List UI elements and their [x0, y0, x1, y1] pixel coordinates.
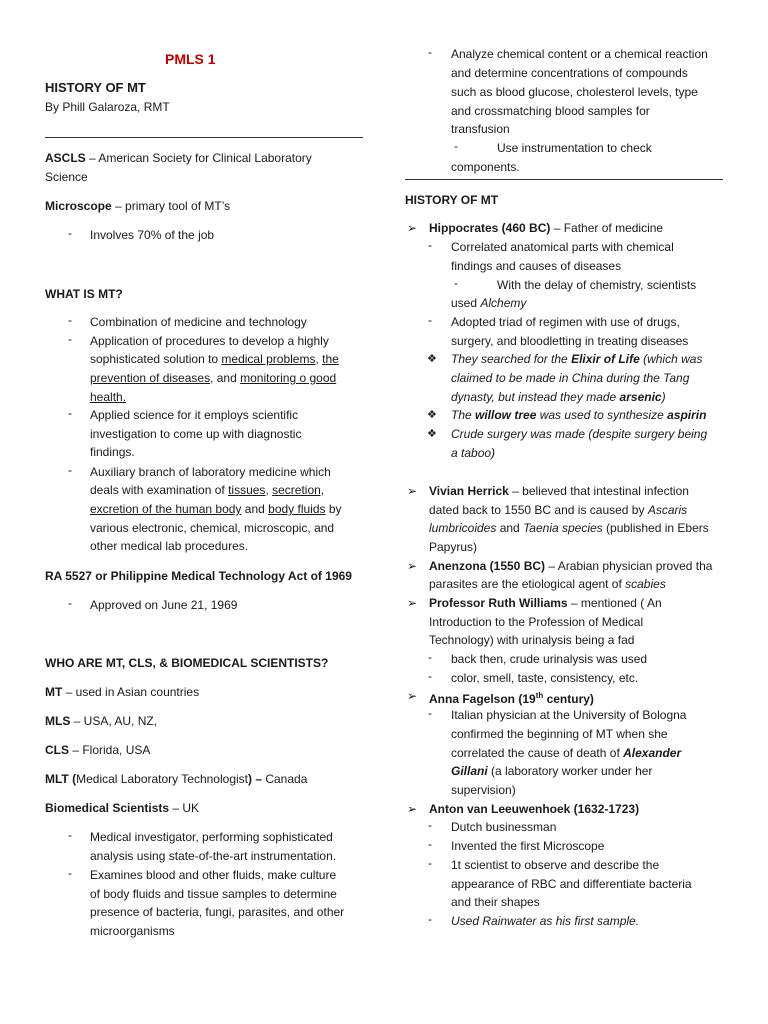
hippocrates-item-2-cont: surgery, and bloodletting in treating diseases [451, 334, 689, 348]
ra-heading: RA 5527 or Philippine Medical Technology Act of 1969 [45, 569, 352, 583]
instrumentation-item: Use instrumentation to check [497, 141, 652, 155]
vivian-entry-cont: lumbricoides and Taenia species (published in Ebers [429, 521, 709, 535]
history-of-mt-heading: HISTORY OF MT [405, 193, 499, 207]
hippocrates-item-1: Correlated anatomical parts with chemical [451, 240, 674, 254]
anna-fagelson-entry: Anna Fagelson (19th century) [429, 691, 594, 706]
bio-item-1: Medical investigator, performing sophisticated [90, 830, 333, 844]
crude-surgery-item: Crude surgery was made (despite surgery being [451, 427, 708, 441]
ruth-williams-entry-cont: Technology) with urinalysis being a fad [429, 633, 635, 647]
dash-bullet: - [68, 828, 72, 842]
arrow-bullet-icon: ➢ [407, 484, 418, 498]
who-heading: WHO ARE MT, CLS, & BIOMEDICAL SCIENTISTS? [45, 656, 329, 670]
byline: By Phill Galaroza, RMT [45, 100, 170, 114]
dash-bullet: - [68, 226, 72, 240]
cls-definition: CLS – Florida, USA [45, 743, 151, 757]
elixir-item-cont: claimed to be made in China during the Tang [451, 371, 690, 385]
anton-item-2: Invented the first Microscope [451, 839, 605, 853]
dash-bullet: - [428, 837, 432, 851]
microscope-bullet: Involves 70% of the job [90, 228, 215, 242]
anton-item-1: Dutch businessman [451, 820, 557, 834]
mls-definition: MLS – USA, AU, NZ, [45, 714, 158, 728]
instrumentation-item-cont: components. [451, 160, 520, 174]
hippocrates-item-1-cont: findings and causes of diseases [451, 259, 622, 273]
vivian-entry-cont: dated back to 1550 BC and is caused by Ascaris [429, 503, 688, 517]
section-heading-history: HISTORY OF MT [45, 80, 146, 95]
diamond-bullet-icon: ❖ [427, 409, 437, 421]
dash-bullet: - [428, 45, 432, 59]
what-item-2: Application of procedures to develop a highly [90, 334, 329, 348]
anna-item-1: Italian physician at the University of Bologna [451, 708, 687, 722]
alchemy-subitem: With the delay of chemistry, scientists [497, 278, 697, 292]
dash-bullet: - [428, 238, 432, 252]
dash-bullet: - [428, 313, 432, 327]
ascls-definition-cont: Science [45, 170, 88, 184]
dash-bullet: - [428, 912, 432, 926]
bio-item-2-cont: microorganisms [90, 924, 175, 938]
bio-item-2: Examines blood and other fluids, make culture [90, 868, 337, 882]
dash-bullet: - [68, 406, 72, 420]
anton-item-4: Used Rainwater as his first sample. [451, 914, 640, 928]
dash-bullet: - [68, 463, 72, 477]
dash-bullet: - [68, 332, 72, 346]
dash-bullet: - [454, 276, 458, 290]
what-item-4-cont: other medical lab procedures. [90, 539, 249, 553]
dash-bullet: - [428, 669, 432, 683]
ruth-item-2: color, smell, taste, consistency, etc. [451, 671, 639, 685]
mt-definition: MT – used in Asian countries [45, 685, 200, 699]
hippocrates-entry: Hippocrates (460 BC) – Father of medicine [429, 221, 664, 235]
what-item-4-cont: excretion of the human body and body fluids by [90, 502, 342, 516]
analyze-item-cont: transfusion [451, 122, 510, 136]
what-item-3-cont: findings. [90, 445, 135, 459]
anton-item-3: 1t scientist to observe and describe the [451, 858, 660, 872]
biomedical-definition: Biomedical Scientists – UK [45, 801, 200, 815]
what-item-3: Applied science for it employs scientific [90, 408, 299, 422]
hippocrates-item-2: Adopted triad of regimen with use of drugs, [451, 315, 680, 329]
vivian-entry: Vivian Herrick – believed that intestinal infection [429, 484, 689, 498]
elixir-item: They searched for the Elixir of Life (which was [451, 352, 703, 366]
mlt-definition: MLT (Medical Laboratory Technologist) – Canada [45, 772, 308, 786]
bio-item-1-cont: analysis using state-of-the-art instrumentation. [90, 849, 337, 863]
dash-bullet: - [68, 596, 72, 610]
arrow-bullet-icon: ➢ [407, 559, 418, 573]
dash-bullet: - [428, 818, 432, 832]
arrow-bullet-icon: ➢ [407, 802, 418, 816]
diamond-bullet-icon: ❖ [427, 353, 437, 365]
willow-item: The willow tree was used to synthesize aspirin [451, 408, 707, 422]
what-item-2-cont: health. [90, 390, 127, 404]
elixir-item-cont: dynasty, but instead they made arsenic) [451, 390, 666, 404]
what-item-4-cont: various electronic, chemical, microscopic, and [90, 521, 335, 535]
analyze-item-cont: and determine concentrations of compounds [451, 66, 688, 80]
what-item-2-cont: prevention of diseases, and monitoring o good [90, 371, 337, 385]
dash-bullet: - [454, 139, 458, 153]
arrow-bullet-icon: ➢ [407, 596, 418, 610]
anna-item-1-cont: confirmed the beginning of MT when she [451, 727, 668, 741]
ruth-williams-entry: Professor Ruth Williams – mentioned ( An [429, 596, 662, 610]
anton-item-3-cont: appearance of RBC and differentiate bacteria [451, 877, 692, 891]
bio-item-2-cont: presence of bacteria, fungi, parasites, and other [90, 905, 345, 919]
diamond-bullet-icon: ❖ [427, 428, 437, 440]
what-item-1: Combination of medicine and technology [90, 315, 307, 329]
ra-bullet: Approved on June 21, 1969 [90, 598, 238, 612]
what-is-mt-heading: WHAT IS MT? [45, 287, 123, 301]
anton-entry: Anton van Leeuwenhoek (1632-1723) [429, 802, 640, 816]
dash-bullet: - [428, 706, 432, 720]
microscope-definition: Microscope – primary tool of MT’s [45, 199, 231, 213]
horizontal-rule [405, 179, 723, 180]
anna-item-1-cont: supervision) [451, 783, 516, 797]
anna-item-1-cont: Gillani (a laboratory worker under her [451, 764, 653, 778]
analyze-item: Analyze chemical content or a chemical reaction [451, 47, 708, 61]
what-item-4: Auxiliary branch of laboratory medicine which [90, 465, 331, 479]
arrow-bullet-icon: ➢ [407, 221, 418, 235]
ruth-williams-entry-cont: Introduction to the Profession of Medical [429, 615, 644, 629]
ascls-definition: ASCLS – American Society for Clinical Laboratory [45, 151, 312, 165]
anton-item-3-cont: and their shapes [451, 895, 540, 909]
anenzona-entry-cont: parasites are the etiological agent of scabies [429, 577, 666, 591]
dash-bullet: - [68, 866, 72, 880]
analyze-item-cont: and crossmatching blood samples for [451, 104, 650, 118]
horizontal-rule [45, 137, 363, 138]
vivian-entry-cont: Papyrus) [429, 540, 478, 554]
anna-item-1-cont: correlated the cause of death of Alexander [451, 746, 682, 760]
crude-surgery-item-cont: a taboo) [451, 446, 496, 460]
what-item-2-cont: sophisticated solution to medical problems, the [90, 352, 339, 366]
ruth-item-1: back then, crude urinalysis was used [451, 652, 648, 666]
dash-bullet: - [428, 650, 432, 664]
arrow-bullet-icon: ➢ [407, 689, 418, 703]
bio-item-2-cont: of body fluids and tissue samples to determine [90, 887, 337, 901]
dash-bullet: - [68, 313, 72, 327]
what-item-4-cont: deals with examination of tissues, secretion, [90, 483, 325, 497]
anenzona-entry: Anenzona (1550 BC) – Arabian physician proved tha [429, 559, 713, 573]
analyze-item-cont: such as blood glucose, cholesterol levels, type [451, 85, 698, 99]
dash-bullet: - [428, 856, 432, 870]
alchemy-subitem-cont: used Alchemy [451, 296, 527, 310]
what-item-3-cont: investigation to come up with diagnostic [90, 427, 302, 441]
document-title: PMLS 1 [165, 51, 216, 67]
